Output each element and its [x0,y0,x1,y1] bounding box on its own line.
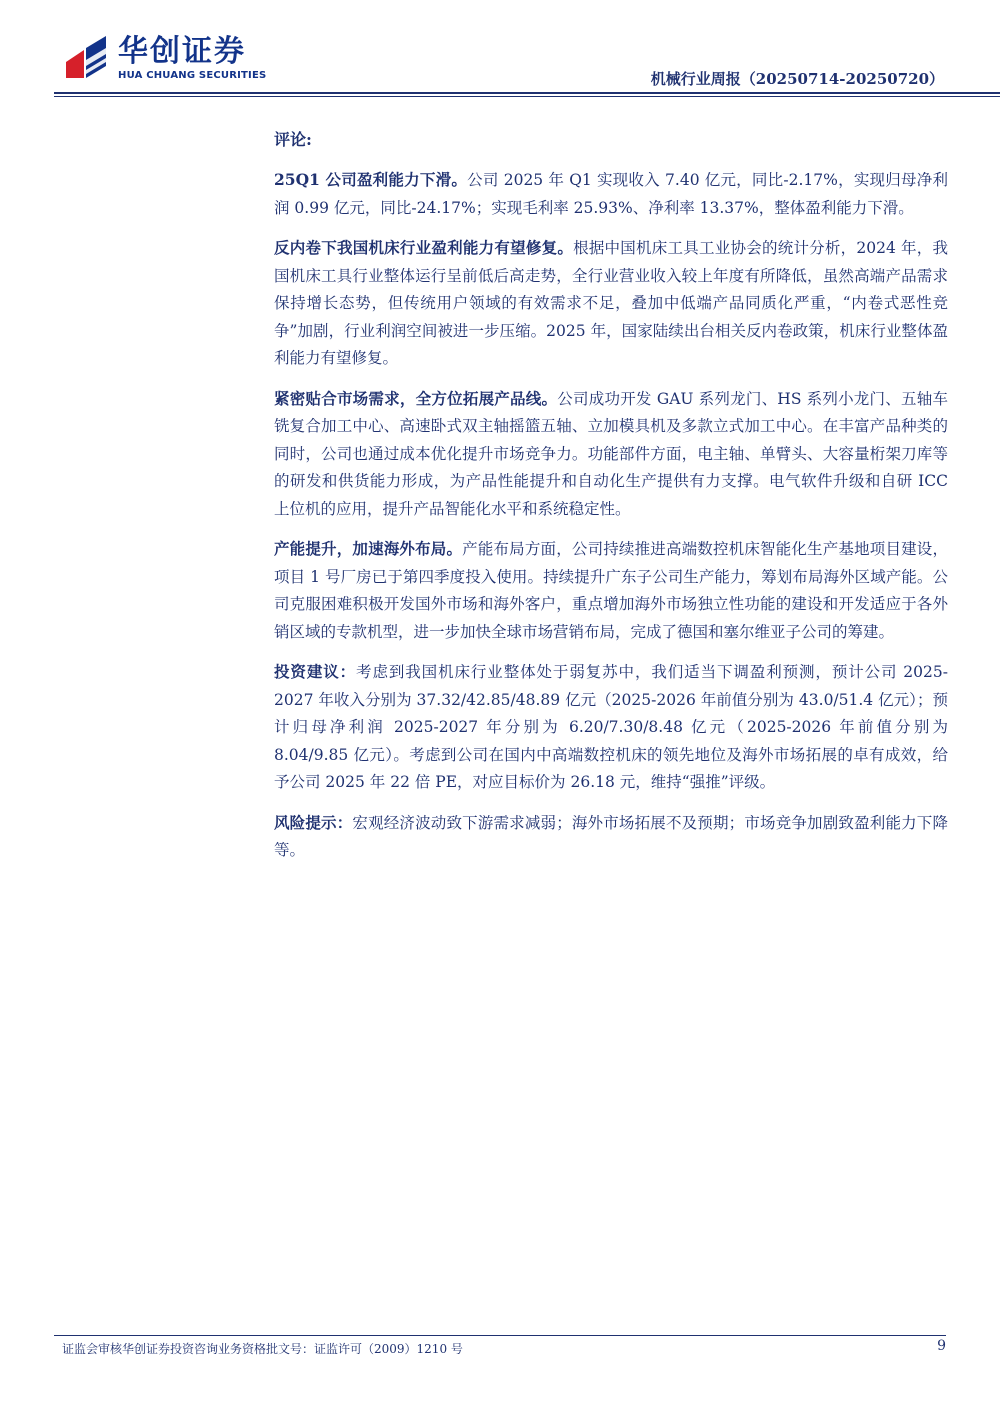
paragraph-lead: 产能提升，加速海外布局。 [274,539,463,558]
paragraph-text: 产能布局方面，公司持续推进高端数控机床智能化生产基地项目建设，项目 1 号厂房已于第四季度投入使用。持续提升广东子公司生产能力，筹划布局海外区域产能。公司克服困难积极开发国外市场和海外客户，重点增加海外市场独立性功能的建设和开发适应于各外销区域的专款机型，进一步加快全球市场营销布局，完成了德国和塞尔维亚子公司的筹建。 [274,540,948,641]
paragraph-product-line [274,385,948,524]
hua-chuang-logo-icon [62,34,110,82]
comment-label: 评论: [274,130,312,149]
paragraph-investment-advice [274,658,948,797]
paragraph-text: 根据中国机床工具工业协会的统计分析，2024 年，我国机床工具行业整体运行呈前低后高走势，全行业营业收入较上年度有所降低，虽然高端产品需求保持增长态势，但传统用户领域的有效需求不足，叠加中低端产品同质化严重，“内卷式恶性竞争”加剧，行业利润空间被进一步压缩。2025 年，国家陆续出台相关反内卷政策，机床行业整体盈利能力有望修复。 [274,239,948,367]
header-divider-thin [54,96,1000,97]
paragraph-lead: 投资建议： [274,662,357,681]
paragraph-text: 宏观经济波动致下游需求减弱；海外市场拓展不及预期；市场竞争加剧致盈利能力下降等。 [274,813,948,859]
report-body [274,128,948,877]
paragraph-industry [274,234,948,373]
paragraph-lead: 反内卷下我国机床行业盈利能力有望修复。 [274,238,574,257]
report-title: 机械行业周报（20250714-20250720） [650,70,944,88]
page-number: 9 [937,1338,946,1354]
company-logo [62,34,267,86]
paragraph-lead: 25Q1 公司盈利能力下滑。 [274,170,468,189]
logo-english-name: HUA CHUANG SECURITIES [118,70,267,81]
paragraph-text: 公司 2025 年 Q1 实现收入 7.40 亿元，同比-2.17%，实现归母净利润 0.99 亿元，同比-24.17%；实现毛利率 25.93%、净利率 13.37%，整体盈利能力下滑。 [274,171,948,217]
paragraph-lead: 紧密贴合市场需求，全方位拓展产品线。 [274,388,558,408]
paragraph-capacity [274,535,948,646]
page-header [0,0,1000,100]
paragraph-profitability [274,166,948,222]
paragraph-risk [274,809,948,865]
paragraph-lead: 风险提示： [274,812,353,832]
footer-license: 证监会审核华创证券投资咨询业务资格批文号：证监许可（2009）1210 号 [62,1342,463,1356]
paragraph-text: 公司成功开发 GAU 系列龙门、HS 系列小龙门、五轴车铣复合加工中心、高速卧式双主轴摇篮五轴、立加模具机及多款立式加工中心。在丰富产品种类的同时，公司也通过成本优化提升市场竞争力。功能部件方面，电主轴、单臂头、大容量桁架刀库等的研发和供货能力形成，为产品性能提升和自动化生产提供有力支撑。电气软件升级和自研 ICC 上位机的应用，提升产品智能化水平和系统稳定性。 [274,389,948,518]
logo-chinese-name: 华创证券 [118,34,246,69]
footer-divider [54,1335,946,1336]
paragraph-text: 考虑到我国机床行业整体处于弱复苏中，我们适当下调盈利预测，预计公司 2025-2027 年收入分别为 37.32/42.85/48.89 亿元（2025-2026 年前值分别为 43.0/51.4 亿元）；预计归母净利润 2025-2027 年分别为 6.20/7.30/8.48 亿元（2025-2026 年前值分别为 8.04/9.85 亿元）。考虑到公司在国内中高端数控机床的领先地位及海外市场拓展的卓有成效，给予公司 2025 年 22 倍 PE，对应目标价为 26.18 元，维持“强推”评级。 [274,663,948,791]
header-divider [54,92,1000,94]
